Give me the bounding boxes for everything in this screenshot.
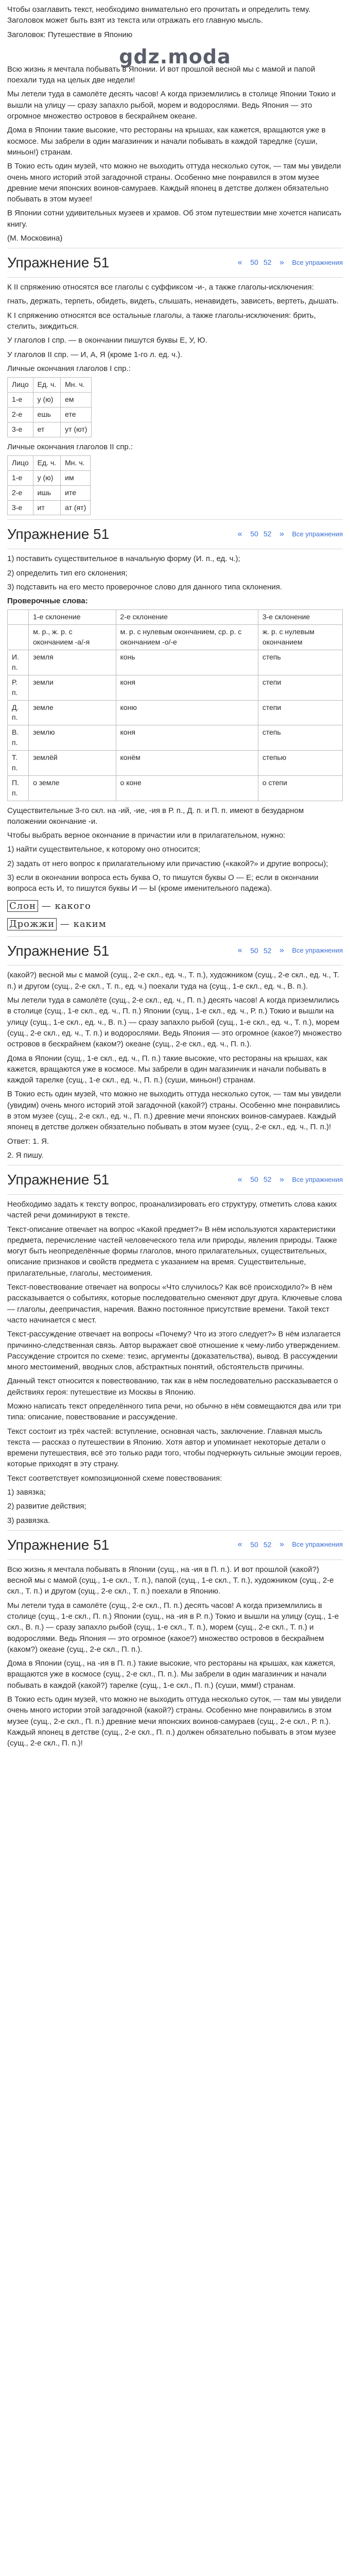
declension-table [7,609,343,801]
text4-paragraph: Всю жизнь я мечтала побывать в Японии (сущ., на -ия в П. п.). И вот прошлой (какой?) весной мы с мамой (сущ., 1-е скл., Т. п.), папой (сущ., 1-е скл., Т. п.), художником (сущ., 2-е скл., Т. п.) и другом (сущ., 2-е скл., Т. п.) поехали в Японию. [7,1565,334,1596]
exercise-nav [235,1539,343,1551]
table-header [8,610,29,625]
theory-paragraph: К I спряжению относятся все остальные глаголы, а также глаголы-исключения: брить, стелить, зиждиться. [7,311,316,331]
table-cell: земле [29,700,116,725]
text3-paragraph: Текст состоит из трёх частей: вступление, основная часть, заключение. Главная мысль текста — рассказ о путешествии в Японию. Хотя автор и упоминает некоторые детали о времени путешествия, всё это только ради того, чтобы подчеркнуть сильные эмоции героев, которые приходят в эту страну. [7,1427,342,1469]
text3-paragraph: Необходимо задать к тексту вопрос, проанализировать его структуру, отметить слова каких частей речи доминируют в тексте. [7,1199,337,1220]
intro-title: Заголовок: Путешествие в Японию [7,30,133,39]
intro-paragraph: Чтобы озаглавить текст, необходимо внимательно его прочитать и определить тему. Заголовок может быть взят из текста или отражать его главную мысль. [7,5,311,25]
endings-table-2 [7,455,91,516]
text4-paragraph: Дома в Японии (сущ., на -ия в П. п.) такие высокие, что рестораны на крышах, как кажется, вращаются уже в космосе (сущ., 2-е скл., П. п.). Мы забрели в один магазинчик и начали побывать в каждой (какой?) тарелке (сущ., 1-е скл., П. п.) (суши, ммм!) странам. [7,1659,336,1690]
text4-paragraph: В Токио есть один музей, что можно не выходить оттуда несколько суток, — там мы увидели очень много истории этой загадочной (какой?) страны. Особенно мне понравились в этом музее (сущ., 2-е скл., П. п.) древние мечи японских воинов-самураев (сущ., 2-е скл., Р. п.). Каждый японец в детстве (сущ., 2-е скл., П. п.) должен обязательно побывать в этом музее (сущ., 2-е скл., П. п.)! [7,1694,341,1748]
next-page-link[interactable]: 52 [263,1540,272,1549]
table-cell: ите [61,485,91,500]
table-cell: Р. п. [8,675,29,700]
text2-paragraph: (какой?) весной мы с мамой (сущ., 2-е скл., ед. ч., Т. п.), художником (сущ., 2-е скл., ед. ч., Т. п.) и другом (сущ., 2-е скл., Т. п., ед. ч.) поехали туда на (сущ., 1-е скл., ед. ч., В. п.). [7,971,339,991]
exercise-header [7,1530,343,1560]
prev-page-link[interactable]: 50 [250,946,258,955]
exercise-title: Упражнение 51 [7,526,110,543]
table-cell: земля [29,650,116,675]
example-question: какого [55,900,91,911]
next-icon[interactable]: » [279,1540,284,1549]
table-header: Мн. ч. [61,378,92,393]
table-header: 3-е склонение [258,610,342,625]
text1-paragraph: В Японии сотни удивительных музеев и храмов. Об этом путешествии мне хочется написать книгу. [7,209,342,229]
theory-paragraph: Личные окончания глаголов I спр.: [7,364,131,373]
text1-author: (М. Московина) [7,234,63,243]
table-cell: ете [61,407,92,422]
table-cell: о степи [258,775,342,801]
table-header: Ед. ч. [33,378,60,393]
table-cell [8,625,29,650]
table-cell: м. р. с нулевым окончанием, ср. р. с окончанием -о/-е [116,625,258,650]
theory-paragraph: У глаголов II спр. — И, А, Я (кроме 1-го л. ед. ч.). [7,350,183,359]
exercise-header [7,936,343,966]
text1-paragraph: Всю жизнь я мечтала побывать в Японии. И вот прошлой весной мы с мамой и папой поехали туда на целых две недели! [7,64,316,85]
check-words-title: Проверочные слова: [7,597,88,606]
table-cell: ешь [33,407,60,422]
table-cell: 3-е [8,500,33,515]
text2-paragraph: Мы летели туда в самолёте (сущ., 2-е скл., ед. ч., П. п.) десять часов! А когда приземлились в столице (сущ., 1-е скл., ед. ч., П. п.) Японии (сущ., 1-е скл., ед. ч., Р. п.) Токио и вышли на улицу (сущ., 1-е скл., ед. ч., В. п.) — сразу запахло рыбой (сущ., 1-е скл., ед. ч., Т. п.), морем (сущ., 2-е скл., ед. ч., Т. п.) и водорослями. Ведь Япония — это огромное (какое?) множество островов в бескрайнем (каком?) океане (сущ., 2-е скл., ед. ч., П. п.). [7,996,342,1049]
table-cell: Д. п. [8,700,29,725]
example-scheme: Дрожжи — каким [7,918,343,931]
table-cell: степью [258,751,342,776]
table-cell: ем [61,393,92,408]
table-cell: 2-е [8,485,33,500]
exercise-nav [235,257,343,269]
table-cell: м. р., ж. р. с окончанием -а/-я [29,625,116,650]
table-cell: ат (ят) [61,500,91,515]
prev-page-link[interactable]: 50 [250,530,258,538]
table-cell: 2-е [8,407,33,422]
rule-paragraph: Чтобы выбрать верное окончание в причастии или в прилагательном, нужно: [7,831,286,840]
endings-table-1 [7,377,92,437]
rule-paragraph: 3) если в окончании вопроса есть буква О, то пишутся буквы О — Е; если в окончании вопроса есть И, то пишутся буквы И — Ы (кроме именительного падежа). [7,873,319,893]
text3-paragraph: Данный текст относится к повествованию, так как в нём последовательно рассказывается о действиях героя: путешествие из Москвы в Японию. [7,1377,338,1397]
next-page-link[interactable]: 52 [263,1175,272,1184]
table-cell: ишь [33,485,60,500]
prev-icon[interactable]: « [237,1175,242,1184]
table-cell: землёй [29,751,116,776]
text3-paragraph: 2) развитие действия; [7,1502,86,1511]
exercise-title: Упражнение 51 [7,1172,110,1188]
text2-paragraph: В Токио есть один музей, что можно не выходить оттуда несколько суток, — там мы увидели (увидим) очень много историй этой загадочной (какой?) страны. Особенно мне понравились в этом музее (сущ., 2-е скл., ед. ч., П. п.) древние мечи японских воинов-самураев. Каждый японец в детстве должен обязательно побывать в этом музее (сущ., 2-е скл., ед. ч., П. п.)! [7,1090,341,1132]
rule-paragraph: 1) найти существительное, к которому оно относится; [7,845,200,854]
table2-caption: Личные окончания глаголов II спр.: [7,442,133,451]
exercise-title: Упражнение 51 [7,255,110,271]
next-page-link[interactable]: 52 [263,946,272,955]
prev-page-link[interactable]: 50 [250,1175,258,1184]
table-cell: у (ю) [33,393,60,408]
table-cell: степи [258,700,342,725]
table-cell: Т. п. [8,751,29,776]
table-cell: степь [258,650,342,675]
prev-page-link[interactable]: 50 [250,1540,258,1549]
text2-paragraph: Ответ: 1. Я. [7,1137,49,1146]
example-question: каким [73,919,107,930]
table-cell: конь [116,650,258,675]
all-exercises-link[interactable]: Все упражнения [292,1175,343,1183]
rule-paragraph: 2) задать от него вопрос к прилагательному или причастию («какой?» и другие вопросы); [7,859,328,868]
table-header: 1-е склонение [29,610,116,625]
text2-paragraph: Дома в Японии (сущ., 1-е скл., ед. ч., П. п.) такие высокие, что рестораны на крышах, как кажется, вращаются уже в космосе. Мы забрели в один магазинчик и начали побывать в каждой тарелке (сущ., 1-е скл., ед. ч., П. п.) (суши, миньон!) странам. [7,1054,327,1085]
exercise-header [7,248,343,278]
next-icon[interactable]: » [279,258,284,267]
theory-paragraph: У глаголов I спр. — в окончании пишутся буквы Е, У, Ю. [7,336,207,345]
table-header: Мн. ч. [61,455,91,470]
step-item: 1) поставить существительное в начальную форму (И. п., ед. ч.); [7,554,240,564]
all-exercises-link[interactable]: Все упражнения [292,1540,343,1549]
theory-paragraph: гнать, держать, терпеть, обидеть, видеть, слышать, ненавидеть, зависеть, вертеть, дышать. [7,297,339,306]
prev-icon[interactable]: « [237,258,242,267]
exercise-header [7,519,343,549]
table-cell: конём [116,751,258,776]
table-cell: ж. р. с нулевым окончанием [258,625,342,650]
watermark: gdz.moda [119,45,231,68]
exercise-header [7,1165,343,1195]
table-cell: П. п. [8,775,29,801]
all-exercises-link[interactable]: Все упражнения [292,258,343,266]
table-header: Лицо [8,455,33,470]
table-cell: землю [29,725,116,751]
next-icon[interactable]: » [279,1175,284,1184]
table-header: 2-е склонение [116,610,258,625]
table-cell: ут (ют) [61,422,92,437]
example-word: Дрожжи [7,918,57,930]
table-cell: В. п. [8,725,29,751]
table-cell: ит [33,500,60,515]
text3-paragraph: 1) завязка; [7,1488,46,1497]
next-icon[interactable]: » [279,529,284,538]
step-item: 2) определить тип его склонения; [7,568,128,578]
text4-paragraph: Мы летели туда в самолёте (сущ., 2-е скл., П. п.) десять часов! А когда приземлились в столице (сущ., 1-е скл., П. п.) Японии (сущ., на -ия в Р. п.) Токио и вышли на улицу (сущ., 1-е скл., В. п.) — сразу запахло рыбой (сущ., 1-е скл., Т. п.), морем (сущ., 2-е скл., Т. п.) и водорослями. Ведь Япония — это огромное (какое?) множество островов в бескрайнем (каком?) океане (сущ., 2-е скл., П. п.). [7,1601,339,1654]
table-cell: 1-е [8,470,33,485]
next-page-link[interactable]: 52 [263,258,272,267]
table-cell: о земле [29,775,116,801]
text1-paragraph: Мы летели туда в самолёте десять часов! А когда приземлились в столице Японии Токио и вышли на улицу — сразу запахло рыбой, морем и водорослями. Ведь Япония — это огромное множество островов в бескрайнем океане. [7,90,336,121]
table-cell: степи [258,675,342,700]
table-cell: у (ю) [33,470,60,485]
table-header: Ед. ч. [33,455,60,470]
prev-page-link[interactable]: 50 [250,258,258,267]
table-cell: 3-е [8,422,33,437]
table-cell: ет [33,422,60,437]
table-cell: им [61,470,91,485]
table-cell: коню [116,700,258,725]
table-cell: И. п. [8,650,29,675]
text2-paragraph: 2. Я пишу. [7,1150,44,1160]
watermark-block [7,43,343,68]
theory-paragraph: К II спряжению относятся все глаголы с суффиксом -и-, а также глаголы-исключения: [7,283,314,292]
table-cell: коня [116,725,258,751]
all-exercises-link[interactable]: Все упражнения [292,946,343,955]
example-word: Слон [7,900,38,912]
text3-paragraph: Можно написать текст определённого типа речи, но обычно в нём совмещаются два или три типа: описание, повествование и рассуждение. [7,1402,341,1422]
next-page-link[interactable]: 52 [263,530,272,538]
table-cell: о коне [116,775,258,801]
step-item: 3) подставить на его место проверочное слово для данного типа склонения. [7,582,283,591]
text1-paragraph: Дома в Японии такие высокие, что рестораны на крышах, как кажется, вращаются уже в космосе. Мы забрели в один магазинчик и начали побывать в каждой таредлке (суши, миньон!) странам. [7,126,326,157]
exercise-title: Упражнение 51 [7,942,110,959]
exercise-nav [235,945,343,957]
all-exercises-link[interactable]: Все упражнения [292,530,343,538]
prev-icon[interactable]: « [237,946,242,955]
table-header: Лицо [8,378,33,393]
text1-paragraph: В Токио есть один музей, что можно не выходить оттуда несколько суток, — там мы увидели очень много историй этой загадочной страны. Особенно мне понравился в этом музее древние мечи японских воинов-самураев. Каждый японец в детстве должен обязательно побывать в этом музее! [7,162,341,204]
table-cell: коня [116,675,258,700]
exercise-title: Упражнение 51 [7,1536,110,1553]
exercise-nav [235,1174,343,1186]
text3-paragraph: Текст-описание отвечает на вопрос «Какой предмет?» В нём используются характеристики предмета, перечисление частей человеческого тела или природы, явления природы. Также могут быть неопределённые формы глаголов, много прилагательных, существительных, описание признаков и свойств предмета с указанием на время. Существительные, прилагательные, глаголы, местоимения. [7,1225,337,1278]
example-scheme: Слон — какого [7,900,343,913]
table-cell: земли [29,675,116,700]
text3-paragraph: Текст соответствует композиционной схеме повествования: [7,1473,222,1483]
prev-icon[interactable]: « [237,529,242,538]
rule-paragraph: Существительные 3-го скл. на -ий, -ие, -ия в Р. п., Д. п. и П. п. имеют в безударном положении окончание -и. [7,806,304,826]
exercise-nav [235,529,343,540]
table-cell: 1-е [8,393,33,408]
table-cell: степь [258,725,342,751]
text3-paragraph: 3) развязка. [7,1516,50,1525]
next-icon[interactable]: » [279,946,284,955]
prev-icon[interactable]: « [237,1540,242,1549]
text3-paragraph: Текст-повествование отвечает на вопросы «Что случилось? Как всё происходило?» В нём рассказывается о событиях, которые последовательно сменяют друг друга. Ключевые слова — глаголы, деепричастия, наречия. Важно постоянное присутствие времени. Такой текст часто начинается с мест. [7,1283,342,1325]
text3-paragraph: Текст-рассуждение отвечает на вопросы «Почему? Что из этого следует?» В нём излагается причинно-следственная связь. Автор выражает своё отношение к чему-либо утверждением. Рассуждение строится по схеме: тезис, аргументы (доказательства), вывод. В рассуждении много местоимений, вводных слов, абстрактных понятий, обстоятельств причины. [7,1330,341,1372]
